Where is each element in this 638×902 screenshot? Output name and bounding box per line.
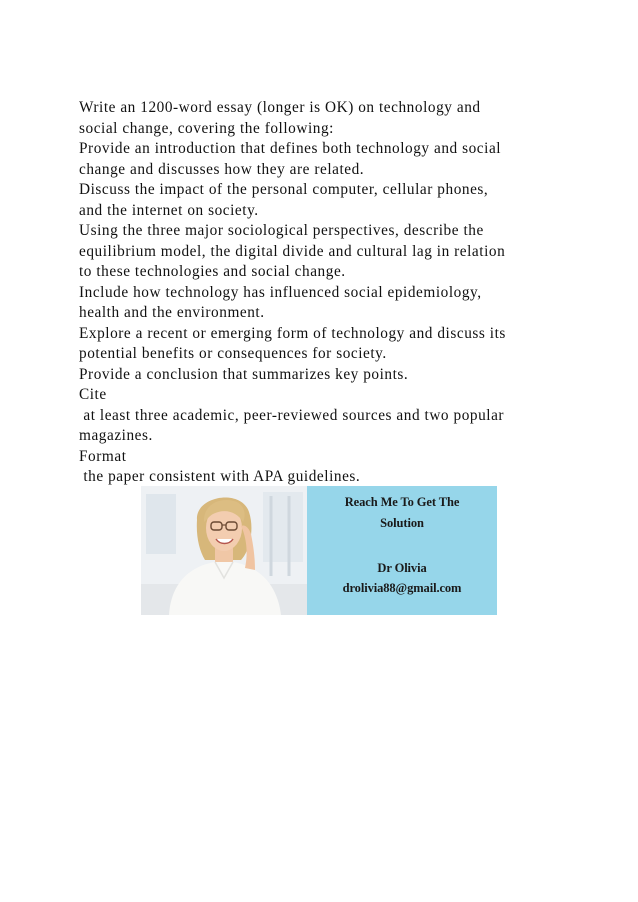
text-line: Format [79,447,127,465]
document-body [79,98,579,488]
woman-photo [141,486,307,615]
contact-panel [307,486,497,615]
text-line: at least three academic, peer-reviewed sources and two popular [79,406,505,424]
text-line: Include how technology has influenced social epidemiology, [79,283,482,301]
text-line: social change, covering the following: [79,119,334,137]
text-line: Discuss the impact of the personal computer, cellular phones, [79,181,489,198]
text-line: equilibrium model, the digital divide and cultural lag in relation [79,242,506,260]
contact-email[interactable]: drolivia88@gmail.com [342,581,462,595]
promo-banner [141,486,497,615]
text-line: and the internet on society. [79,201,259,219]
text-line: to these technologies and social change. [79,263,346,280]
text-line: change and discusses how they are related. [79,160,365,178]
text-line: Explore a recent or emerging form of technology and discuss its [79,324,506,342]
text-line: Cite [79,386,107,403]
text-line: Provide an introduction that defines both technology and social [79,140,502,157]
contact-name: Dr Olivia [377,561,427,575]
text-line: Provide a conclusion that summarizes key points. [79,365,409,383]
text-line: health and the environment. [79,304,265,321]
text-line: the paper consistent with APA guidelines. [79,468,361,485]
text-line: magazines. [79,427,153,444]
promo-subheadline: Solution [380,516,424,530]
text-line: Using the three major sociological perspectives, describe the [79,222,484,239]
promo-headline: Reach Me To Get The [344,495,460,509]
text-line: potential benefits or consequences for society. [79,345,387,362]
text-line: Write an 1200-word essay (longer is OK) on technology and [79,99,481,116]
